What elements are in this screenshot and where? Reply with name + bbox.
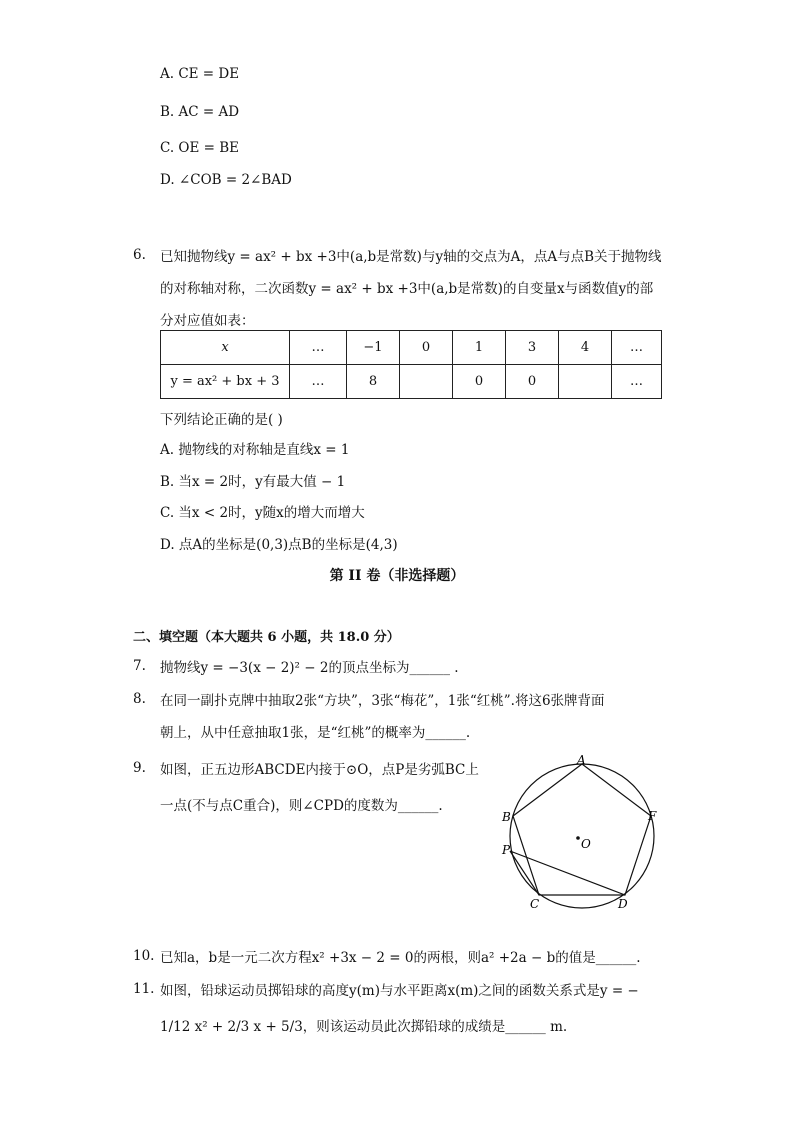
q8-line2: 朝上，从中任意抽取1张，是“红桃”的概率为______. (160, 725, 471, 741)
q11-line2: 1/12 x² + 2/3 x + 5/3，则该运动员此次掷铅球的成绩是______ m. (160, 1019, 568, 1035)
q5-option-c: C. OE = BE (160, 140, 240, 156)
q9-line2: 一点(不与点C重合)，则∠CPD的度数为______. (160, 798, 443, 814)
q7-number: 7. (133, 658, 146, 674)
label-c: C (530, 897, 540, 911)
q6-stem-line3: 分对应值如表： (160, 313, 255, 329)
table-cell: … (290, 331, 347, 365)
label-o: O (581, 837, 591, 851)
pentagon-figure (496, 750, 672, 916)
label-f: F (648, 809, 657, 823)
q6-value-table (160, 330, 662, 399)
q6-prompt: 下列结论正确的是( ) (160, 412, 283, 428)
label-d: D (618, 897, 628, 911)
q6-option-a: A. 抛物线的对称轴是直线x = 1 (160, 442, 350, 458)
q10-text: 已知a，b是一元二次方程x² +3x − 2 = 0的两根，则a² +2a − b的值是______. (160, 950, 641, 966)
q5-option-d: D. ∠COB = 2∠BAD (160, 172, 292, 188)
q7-text: 抛物线y = −3(x − 2)² − 2的顶点坐标为______ . (160, 660, 459, 676)
q6-stem-line2: 的对称轴对称，二次函数y = ax² + bx +3中(a,b是常数)的自变量x与函数值y的部 (160, 281, 654, 297)
q9-line1: 如图，正五边形ABCDE内接于⊙O，点P是劣弧BC上 (160, 762, 479, 778)
q8-number: 8. (133, 691, 146, 707)
q5-option-a: A. CE = DE (160, 66, 240, 82)
q10-number: 10. (133, 948, 155, 964)
volume-title: 第 II 卷（非选择题） (329, 568, 465, 584)
pentagon (513, 764, 651, 895)
segment-pc (510, 851, 539, 895)
table-cell: … (290, 365, 347, 399)
label-p: P (502, 843, 511, 857)
q6-option-c: C. 当x < 2时，y随x的增大而增大 (160, 505, 365, 521)
table-cell (559, 365, 612, 399)
table-cell: −1 (347, 331, 400, 365)
table-cell: 4 (559, 331, 612, 365)
q6-option-b: B. 当x = 2时，y有最大值 − 1 (160, 474, 346, 490)
table-row (161, 365, 662, 399)
center-point (576, 836, 580, 840)
table-cell (400, 365, 453, 399)
q11-line1: 如图，铅球运动员掷铅球的高度y(m)与水平距离x(m)之间的函数关系式是y = − (160, 983, 639, 999)
section-heading: 二、填空题（本大题共 6 小题，共 18.0 分） (133, 630, 400, 645)
table-cell: 1 (453, 331, 506, 365)
q6-number: 6. (133, 247, 146, 263)
q9-number: 9. (133, 760, 146, 776)
table-cell: 0 (400, 331, 453, 365)
table-cell: 0 (506, 365, 559, 399)
q11-number: 11. (133, 981, 155, 997)
table-cell: y = ax² + bx + 3 (161, 365, 290, 399)
table-cell: … (612, 365, 662, 399)
table-cell: 3 (506, 331, 559, 365)
circle-o (510, 764, 654, 908)
q8-line1: 在同一副扑克牌中抽取2张“方块”，3张“梅花”，1张“红桃”.将这6张牌背面 (160, 693, 605, 709)
label-a: A (577, 753, 586, 767)
table-cell: 8 (347, 365, 400, 399)
q6-option-d: D. 点A的坐标是(0,3)点B的坐标是(4,3) (160, 537, 398, 553)
table-row (161, 331, 662, 365)
table-cell: … (612, 331, 662, 365)
q6-stem-line1: 已知抛物线y = ax² + bx +3中(a,b是常数)与y轴的交点为A，点A与点B关于抛物线 (160, 249, 662, 265)
q5-option-b: B. AC = AD (160, 104, 240, 120)
table-cell: 0 (453, 365, 506, 399)
table-cell: x (161, 331, 290, 365)
segment-pd (510, 851, 625, 895)
label-b: B (502, 810, 511, 824)
